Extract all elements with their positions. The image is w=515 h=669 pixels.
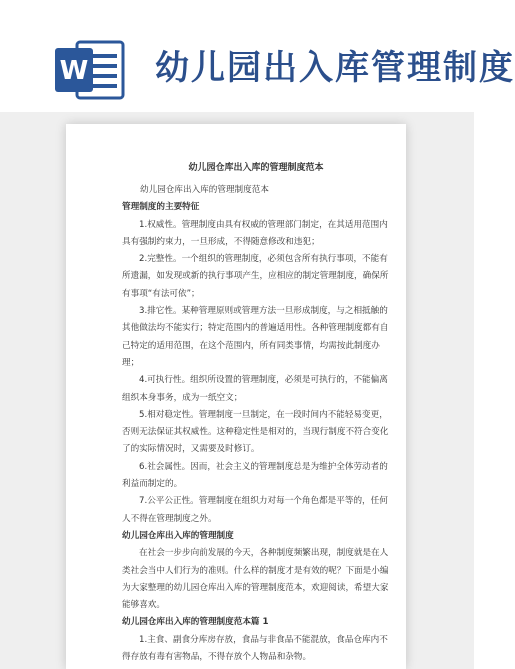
feature-item-6: 6.社会属性。因而，社会主义的管理制度总是为维护全体劳动者的利益而制定的。	[122, 461, 388, 490]
feature-item-5: 5.相对稳定性。管理制度一旦制定，在一段时间内不能轻易变更，否则无法保证其权威性。这种稳定性是相对的，当现行制度不符合变化了的实际情况时，又需要及时修订。	[122, 409, 389, 455]
banner-title: 幼儿园出入库管理制度	[155, 48, 515, 88]
document-title: 幼儿园仓库出入库的管理制度范本	[188, 163, 324, 173]
feature-item-4: 4.可执行性。组织所设置的管理制度，必须是可执行的，不能偏离组织本身事务，成为一纸空文；	[122, 375, 388, 403]
word-icon-letter: W	[59, 56, 89, 86]
word-doc-icon	[55, 40, 127, 100]
sample-item-1: 1.主食、副食分库房存放，食品与非食品不能混放，食品仓库内不得存放有毒有害物品，不得存放个人物品和杂物。	[122, 634, 388, 663]
document-content	[122, 160, 390, 666]
document-subtitle: 幼儿园仓库出入库的管理制度范本	[140, 185, 269, 195]
header-banner	[0, 0, 515, 112]
feature-item-2: 2.完整性。一个组织的管理制度，必须包含所有执行事项，不能有所遗漏，如发现或新的执行事项产生，应相应的制定管理制度，确保所有事项“有法可依”；	[122, 254, 389, 299]
feature-item-7: 7.公平公正性。管理制度在组织力对每一个角色都是平等的，任何人不得在管理制度之外。	[122, 496, 388, 524]
heading-features: 管理制度的主要特征	[122, 202, 200, 213]
intro-paragraph: 在社会一步步向前发展的今天，各种制度频繁出现，制度就是在人类社会当中人们行为的准则。什么样的制度才是有效的呢？下面是小编为大家整理的幼儿园仓库出入库的管理制度范本，欢迎阅读，希望大家能够喜欢。	[122, 548, 389, 611]
feature-item-3: 3.排它性。某种管理原则或管理方法一旦形成制度，与之相抵触的其他做法均不能实行；特定范围内的普遍适用性。各种管理制度都有自己特定的适用范围，在这个范围内，所有同类事情，均需按此制度办理；	[122, 306, 389, 368]
feature-item-1: 1.权威性。管理制度由具有权威的管理部门制定，在其适用范围内具有强制约束力，一旦形成，不得随意修改和违犯；	[122, 219, 388, 247]
heading-sample: 幼儿园仓库出入库的管理制度范本篇 1	[122, 617, 269, 628]
heading-development: 幼儿园仓库出入库的管理制度	[122, 530, 234, 541]
